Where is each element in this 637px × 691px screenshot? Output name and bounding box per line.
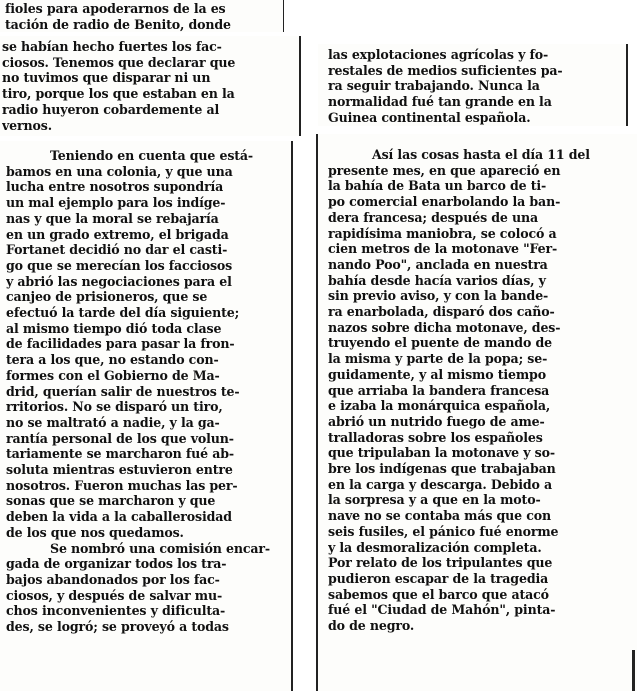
text-line: nave no se contaba más que con (328, 508, 552, 524)
text-line: formes con el Gobierno de Ma- (6, 367, 220, 383)
text-line: Así las cosas hasta el día 11 del (372, 147, 590, 162)
text-line: las explotaciones agrícolas y fo- (328, 47, 549, 62)
clipping-top-right (318, 44, 627, 126)
text-line: normalidad fué tan grande en la (328, 94, 552, 110)
text-line: tiro, porque los que estaban en la (2, 86, 235, 102)
text-line: ciosos, y después de salvar mu- (6, 587, 223, 603)
text-line: do de negro. (328, 618, 415, 634)
text-line: sabemos que el barco que atacó (328, 586, 549, 602)
text-line: Teniendo en cuenta que está- (50, 148, 254, 163)
text-line: cien metros de la motonave "Fer- (328, 241, 558, 257)
text-line: soluta mientras estuvieron entre (6, 462, 233, 478)
text-line: tariamente se marcharon fué ab- (6, 446, 234, 462)
text-line: y la desmoralización completa. (328, 539, 542, 555)
text-line: e izaba la monárquica española, (328, 398, 551, 414)
text-line: ra seguir trabajando. Nunca la (328, 78, 540, 94)
text-line: rritorios. No se disparó un tiro, (6, 399, 223, 415)
clipping-mid-left (0, 36, 299, 136)
text-line: des, se logró; se proveyó a todas (6, 619, 229, 635)
text-line: nazos sobre dicha motonave, des- (328, 319, 561, 335)
text-line: bahía desde hacía varios días, y (328, 272, 546, 288)
text-line: deben la vida a la caballerosidad (6, 509, 232, 525)
text-line: chos inconvenientes y dificulta- (6, 603, 226, 619)
column-rule (291, 141, 293, 691)
clipping-main-left (0, 141, 292, 691)
text-line: no se maltrató a nadie, y la ga- (6, 414, 220, 430)
text-line: restales de medios suficientes pa- (328, 62, 563, 78)
text-line: Se nombró una comisión encar- (50, 540, 270, 556)
column-rule (299, 36, 301, 136)
text-line: abrió un nutrido fuego de ame- (328, 413, 545, 429)
text-line: tación de radio de Benito, donde (5, 16, 231, 32)
text-line: canjeo de prisioneros, que se (6, 289, 208, 305)
text-line: presente mes, en que apareció en (328, 162, 561, 178)
text-line: efectuó la tarde del día siguiente; (6, 305, 240, 321)
text-line: tera a los que, no estando con- (6, 352, 219, 368)
text-line: Fortanet decidió no dar el casti- (6, 242, 228, 258)
text-line: al mismo tiempo dió toda clase (6, 320, 222, 336)
column-rule (316, 134, 318, 691)
text-line: radio huyeron cobardemente al (2, 101, 220, 117)
text-line: sin previo aviso, y con la bande- (328, 288, 549, 304)
column-rule (632, 650, 635, 691)
text-line: fué el "Ciudad de Mahón", pinta- (328, 602, 556, 618)
text-line: bamos en una colonia, y que una (6, 163, 233, 179)
text-line: fioles para apoderarnos de la es (5, 1, 226, 16)
text-line: que arriaba la bandera francesa (328, 382, 550, 398)
text-line: sonas que se marcharon y que (6, 493, 216, 509)
text-line: po comercial enarbolando la ban- (328, 194, 561, 210)
text-line: se habían hecho fuertes los fac- (2, 39, 222, 54)
text-line: rantía personal de los que volun- (6, 430, 234, 446)
text-line: nando Poo", anclada en nuestra (328, 256, 548, 272)
text-line: un mal ejemplo para los indíge- (6, 195, 226, 211)
column-rule (626, 44, 628, 126)
text-line: en un grado extremo, el brigada (6, 226, 229, 242)
text-line: ciosos. Tenemos que declarar que (2, 54, 236, 70)
text-line: Guinea continental española. (328, 109, 531, 125)
text-line: Por relato de los tripulantes que (328, 555, 553, 571)
text-line: truyendo el puente de mando de (328, 335, 552, 351)
text-line: de facilidades para pasar la fron- (6, 336, 235, 352)
text-line: dera francesa; después de una (328, 209, 539, 225)
text-line: bajos abandonados por los fac- (6, 571, 220, 587)
text-line: de los que nos quedamos. (6, 524, 184, 540)
text-line: en la carga y descarga. Debido a (328, 476, 552, 492)
text-line: nas y que la moral se rebajaría (6, 210, 219, 226)
text-line: guidamente, y al mismo tiempo (328, 366, 546, 382)
text-line: lucha entre nosotros supondría (6, 179, 224, 195)
clipping-main-right (316, 134, 637, 691)
text-line: no tuvimos que disparar ni un (2, 70, 211, 86)
text-line: ra enarbolada, disparó dos caño- (328, 304, 555, 320)
text-line: que tripulaban la motonave y so- (328, 445, 555, 461)
text-line: la misma y parte de la popa; se- (328, 351, 548, 367)
text-line: la bahía de Bata un barco de ti- (328, 178, 547, 194)
column-rule (283, 0, 284, 32)
text-line: go que se merecían los facciosos (6, 257, 233, 273)
text-line: pudieron escapar de la tragedia (328, 570, 549, 586)
text-line: y abrió las negociaciones para el (6, 273, 232, 289)
clipping-top-left (0, 0, 284, 32)
text-line: bre los indígenas que trabajaban (328, 461, 556, 477)
text-line: tralladoras sobre los españoles (328, 429, 543, 445)
text-line: rapidísima maniobra, se colocó a (328, 225, 557, 241)
text-line: seis fusiles, el pánico fué enorme (328, 523, 559, 539)
text-line: la sorpresa y a que en la moto- (328, 492, 541, 508)
text-line: gada de organizar todos los tra- (6, 556, 227, 572)
text-line: nosotros. Fueron muchas las per- (6, 477, 238, 493)
text-line: drid, querían salir de nuestros te- (6, 383, 240, 399)
text-line: vernos. (2, 117, 52, 133)
